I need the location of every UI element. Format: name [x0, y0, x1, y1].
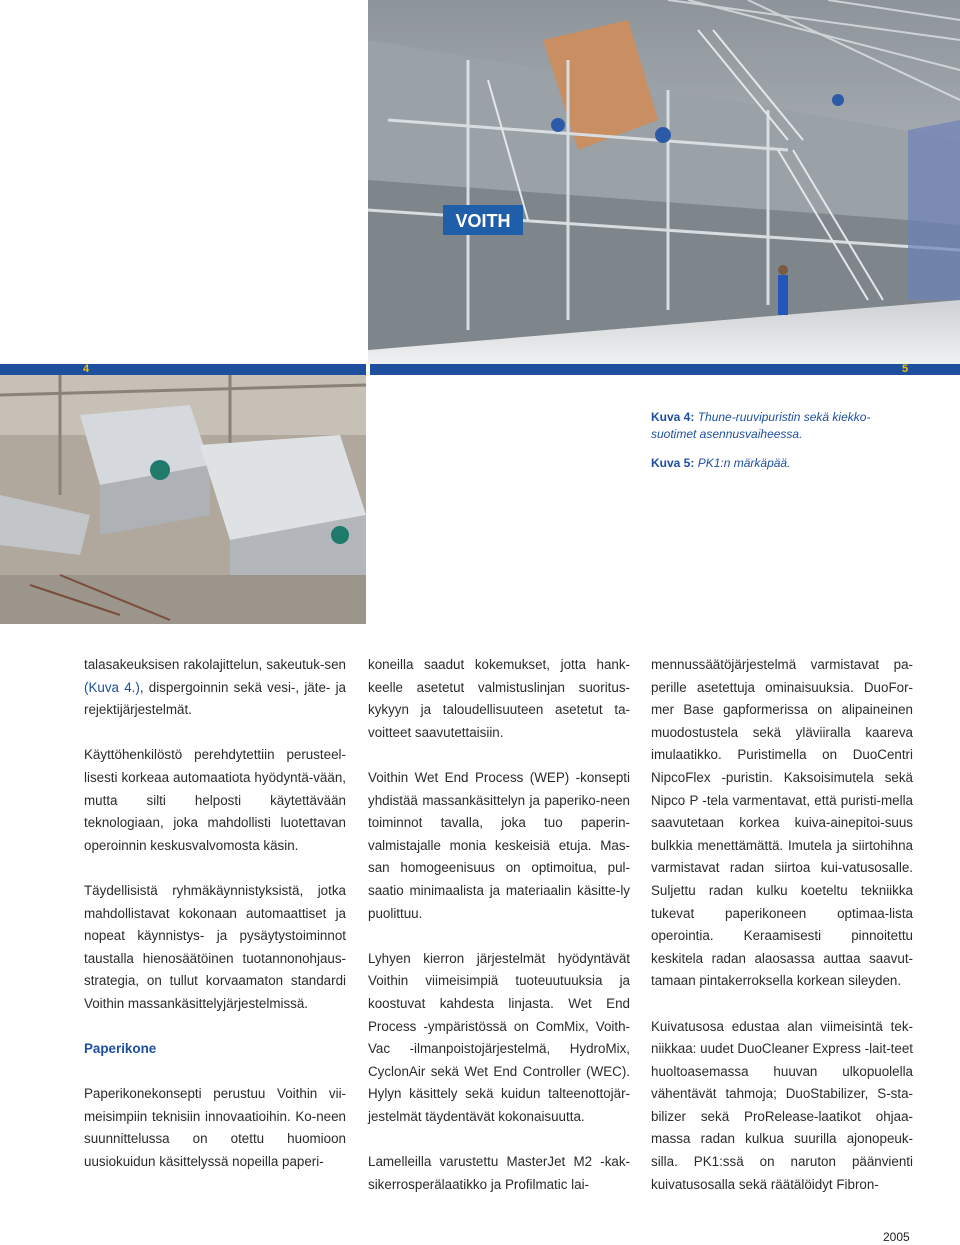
paragraph: Täydellisistä ryhmäkäynnistyksistä, jotka mahdollistavat kokonaan automaattiset ja nopeat käynnistys- ja pysäytystoiminnot taustalla hienosäätöinen tuotannonohjaus-strategia, on tullut korvaamaton standardi Voithin massankäsittelyjärjestelmissä.: [84, 882, 346, 1011]
screw-press-illustration: [0, 375, 366, 624]
paragraph-text: talasakeuksisen rakolajittelun, sakeutuk-sen: [84, 657, 346, 672]
figure-number-5: 5: [902, 363, 909, 375]
section-heading: Paperikone: [84, 1041, 157, 1057]
paragraph: Kuivatusosa edustaa alan viimeisintä tek-niikkaa: uudet DuoCleaner Express -lait-teet huoltoasemassa huuvan ulkopuolella vähentävät tahmoja; DuoStabilizer, S-sta-bilizer sekä ProRelease-laatikot ohjaa-massa radan kulkua suurilla ajonopeuk-silla. PK1:ssä on naruton päänvienti kuivatusosalla sekä räätälöidyt Fibron-: [651, 1018, 913, 1192]
paragraph: Paperikonekonsepti perustuu Voithin vii-meisimpiin teknisiin innovaatioihin. Ko-neen suunnittelussa on otettu huomioon uusiokuidun käsittelyssä nopeilla paperi-: [84, 1086, 346, 1170]
caption-label: Kuva 5:: [651, 456, 695, 470]
paragraph: Lamelleilla varustettu MasterJet M2 -kak-sikerrosperälaatikko ja Profilmatic lai-: [368, 1154, 630, 1192]
text-column-1: [84, 654, 346, 1196]
text-column-3: [651, 654, 913, 1219]
photo-screw-press: [0, 375, 366, 624]
paper-machine-illustration: [368, 0, 960, 364]
paragraph: [84, 654, 346, 722]
caption-figure-4: [651, 409, 881, 443]
divider-bar-left: [0, 364, 366, 375]
paragraph: koneilla saadut kokemukset, jotta hank-keelle asetetut valmistuslinjan suoritus-kykyyn ja taloudellisuuteen asetetut ta-voitteet saavutettaisiin.: [368, 657, 630, 740]
voith-logo-text: VOITH: [455, 211, 511, 231]
paragraph: mennussäätöjärjestelmä varmistavat pa-perille asetettuja ominaisuuksia. DuoFor-mer Base gapformerissa on alipaineinen muodostustela sekä yläviiralla kaareva imulaatikko. Puristimella on DuoCentri NipcoFlex -puristin. Kaksoisimutela sekä Nipco P -tela varmentavat, että puristi-mella saavutetaan korkea kuiva-ainepitoi-suus bulkkia menettämättä. Imutela ja siirtohihna varmistavat radan siirtoa kui-vatusosalle. Suljettu radan kulku koeteltu tekniikka tukevat paperikoneen optimaa-lista operointia. Keraamisesti pinnoitettu keskitela radan alaosassa auttaa saavut-tamaan pintakerroksella korkean sileyden.: [651, 657, 913, 989]
paragraph: Voithin Wet End Process (WEP) -konsepti yhdistää massankäsittelyn ja paperiko-neen toiminnot tavalla, joka tuo paperin-valmistajalle monia keskeisiä etuja. Mas-san homogeenisuus on optimoitua, pul-saatio minimaalista ja materiaalin käsitte-ly puolittuu.: [368, 769, 630, 921]
figure-reference: (Kuva 4.): [84, 679, 140, 695]
figure-number-4: 4: [83, 363, 90, 375]
caption-figure-5: [651, 455, 881, 472]
caption-text: PK1:n märkäpää.: [697, 456, 791, 470]
paragraph: Käyttöhenkilöstö perehdytettiin perusteel-lisesti korkeaa automaatiota hyödyntä-vään, mutta silti helposti käytettävään teknologiaan, joka mahdollisti luotettavan operoinnin keskusvalvomosta käsin.: [84, 747, 346, 853]
paragraph: Lyhyen kierron järjestelmät hyödyntävät Voithin viimeisimpiä tuoteuutuuksia ja koostuvat kahdesta linjasta. Wet End Process -ympäristössä on ComMix, Voith-Vac -ilmanpoistojärjestelmä, HydroMix, CyclonAir sekä Wet End Controller (WEC). Hylyn käsittely sekä kuidun talteenottojär-jestelmät täydentävät kokonaisuutta.: [368, 950, 630, 1124]
caption-text: Thune-ruuvipuristin sekä kiekko-suotimet asennusvaiheessa.: [651, 410, 871, 441]
divider-bar-right: [370, 364, 960, 375]
photo-paper-machine: [368, 0, 960, 364]
footer-year: 2005: [883, 1230, 910, 1244]
text-column-2: [368, 654, 630, 1219]
caption-label: Kuva 4:: [651, 410, 695, 424]
paragraph-text: , dispergoinnin sekä vesi-, jäte- ja rejektijärjestelmät.: [84, 679, 347, 718]
